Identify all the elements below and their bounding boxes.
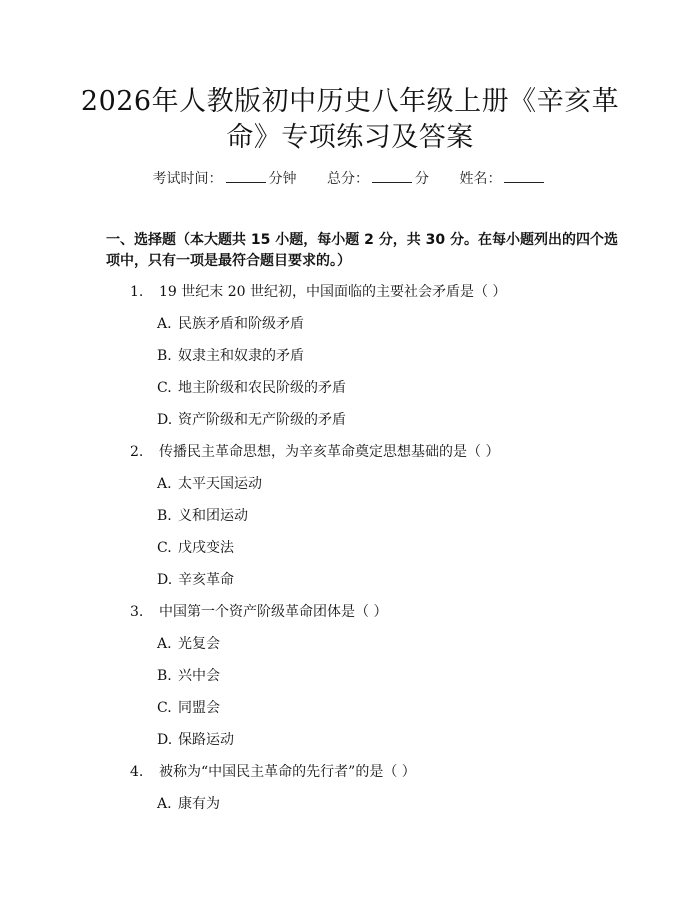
option-letter: D. bbox=[157, 732, 173, 748]
question-number: 3. bbox=[130, 604, 144, 620]
question-text: 中国第一个资产阶级革命团体是（ ） bbox=[159, 604, 388, 620]
exam-time-unit: 分钟 bbox=[268, 171, 297, 187]
question-text: 传播民主革命思想，为辛亥革命奠定思想基础的是（ ） bbox=[159, 444, 500, 460]
option-letter: B. bbox=[157, 348, 172, 364]
option-3d bbox=[157, 730, 234, 750]
exam-time-blank bbox=[226, 168, 266, 183]
document-title-line-1: 2026年人教版初中历史八年级上册《辛亥革 bbox=[80, 86, 620, 117]
total-score-unit: 分 bbox=[415, 171, 429, 187]
option-2d bbox=[157, 570, 234, 590]
option-letter: B. bbox=[157, 668, 172, 684]
question-2 bbox=[130, 442, 499, 462]
document-title-line-2: 命》专项练习及答案 bbox=[226, 122, 474, 153]
option-3b bbox=[157, 666, 220, 686]
exam-time-label: 考试时间： bbox=[152, 171, 223, 187]
option-letter: C. bbox=[157, 700, 172, 716]
option-1b bbox=[157, 346, 304, 366]
option-2c bbox=[157, 538, 234, 558]
question-number: 4. bbox=[130, 764, 144, 780]
option-text: 保路运动 bbox=[178, 732, 234, 748]
option-text: 光复会 bbox=[178, 636, 220, 652]
option-text: 奴隶主和奴隶的矛盾 bbox=[178, 348, 304, 364]
option-letter: D. bbox=[157, 412, 173, 428]
option-letter: A. bbox=[157, 476, 172, 492]
option-1a bbox=[157, 314, 304, 334]
total-score-label: 总分： bbox=[327, 171, 369, 187]
option-text: 义和团运动 bbox=[178, 508, 248, 524]
option-text: 民族矛盾和阶级矛盾 bbox=[178, 316, 304, 332]
question-text: 19 世纪末 20 世纪初，中国面临的主要社会矛盾是（ ） bbox=[159, 284, 507, 300]
question-number: 2. bbox=[130, 444, 144, 460]
question-1 bbox=[130, 282, 506, 302]
option-text: 太平天国运动 bbox=[178, 476, 262, 492]
question-text: 被称为“中国民主革命的先行者”的是（ ） bbox=[159, 764, 416, 780]
option-letter: B. bbox=[157, 508, 172, 524]
option-letter: A. bbox=[157, 316, 172, 332]
total-score-field bbox=[327, 171, 433, 187]
total-score-blank bbox=[372, 168, 412, 183]
option-2a bbox=[157, 474, 262, 494]
option-text: 戊戌变法 bbox=[178, 540, 234, 556]
option-1d bbox=[157, 410, 346, 430]
option-text: 地主阶级和农民阶级的矛盾 bbox=[178, 380, 346, 396]
option-text: 兴中会 bbox=[178, 668, 220, 684]
exam-info-line bbox=[0, 168, 700, 189]
student-name-blank bbox=[504, 168, 544, 183]
section-heading-line-1: 一、选择题（本大题共 15 小题，每小题 2 分，共 30 分。在每小题列出的四个选 bbox=[106, 232, 618, 248]
student-name-label: 姓名： bbox=[459, 171, 502, 187]
option-2b bbox=[157, 506, 248, 526]
option-letter: A. bbox=[157, 636, 172, 652]
option-1c bbox=[157, 378, 346, 398]
option-text: 资产阶级和无产阶级的矛盾 bbox=[178, 412, 346, 428]
question-3 bbox=[130, 602, 387, 622]
question-4 bbox=[130, 762, 416, 782]
exam-time-field bbox=[153, 171, 301, 187]
student-name-field bbox=[459, 171, 547, 187]
option-letter: C. bbox=[157, 540, 172, 556]
option-letter: A. bbox=[157, 796, 172, 812]
option-letter: C. bbox=[157, 380, 172, 396]
option-3a bbox=[157, 634, 220, 654]
question-number: 1. bbox=[130, 284, 144, 300]
section-heading-line-2: 项中，只有一项是最符合题目要求的。） bbox=[106, 253, 351, 269]
option-text: 同盟会 bbox=[178, 700, 220, 716]
option-3c bbox=[157, 698, 220, 718]
option-text: 康有为 bbox=[178, 796, 220, 812]
option-letter: D. bbox=[157, 572, 173, 588]
option-text: 辛亥革命 bbox=[178, 572, 234, 588]
option-4a bbox=[157, 794, 220, 814]
